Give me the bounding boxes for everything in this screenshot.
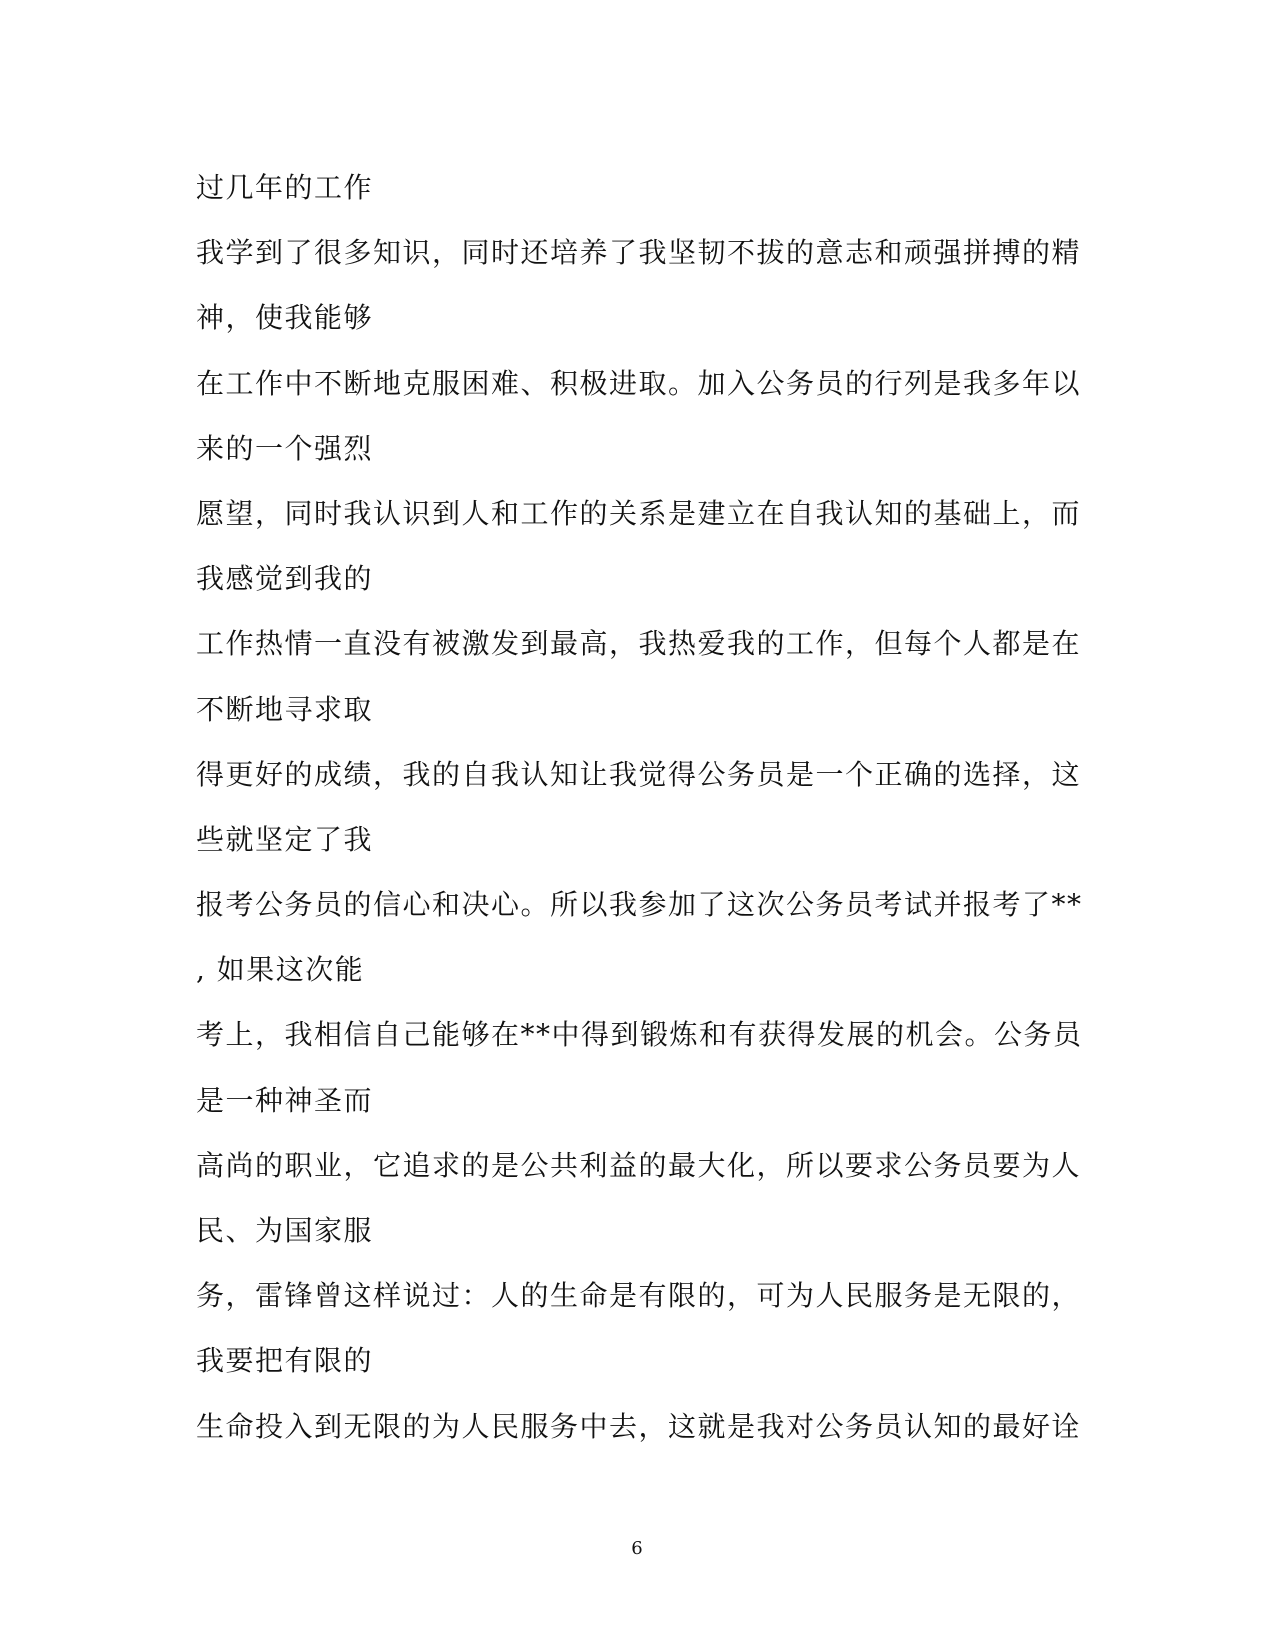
page-number: 6 [631, 1538, 643, 1559]
text-line: 过几年的工作 [196, 171, 374, 204]
text-line: 报考公务员的信心和决心。所以我参加了这次公务员考试并报考了** [196, 888, 1083, 922]
text-line: 生命投入到无限的为人民服务中去，这就是我对公务员认知的最好诠 [196, 1409, 1082, 1443]
text-line: 愿望，同时我认识到人和工作的关系是建立在自我认知的基础上，而 [196, 496, 1082, 530]
text-line: , 如果这次能 [196, 953, 365, 987]
text-line: 民、为国家服 [196, 1214, 374, 1247]
text-line: 我要把有限的 [196, 1344, 374, 1378]
text-line: 在工作中不断地克服困难、积极进取。加入公务员的行列是我多年以 [196, 366, 1082, 400]
text-line: 不断地寻求取 [196, 692, 374, 726]
body-text [196, 163, 1096, 1467]
text-line: 是一种神圣而 [196, 1083, 374, 1117]
text-line: 高尚的职业，它追求的是公共利益的最大化，所以要求公务员要为人 [196, 1148, 1082, 1182]
text-line: 来的一个强烈 [196, 431, 374, 465]
text-line: 我学到了很多知识，同时还培养了我坚韧不拔的意志和顽强拼搏的精 [196, 236, 1082, 270]
text-line: 得更好的成绩，我的自我认知让我觉得公务员是一个正确的选择，这 [196, 757, 1082, 791]
text-line: 神，使我能够 [196, 301, 374, 335]
text-line: 些就坚定了我 [196, 822, 374, 856]
text-line: 我感觉到我的 [196, 562, 374, 596]
text-line: 务，雷锋曾这样说过：人的生命是有限的，可为人民服务是无限的， [196, 1279, 1082, 1313]
text-line: 考上，我相信自己能够在**中得到锻炼和有获得发展的机会。公务员 [196, 1018, 1083, 1052]
text-line: 工作热情一直没有被激发到最高，我热爱我的工作，但每个人都是在 [196, 627, 1082, 661]
